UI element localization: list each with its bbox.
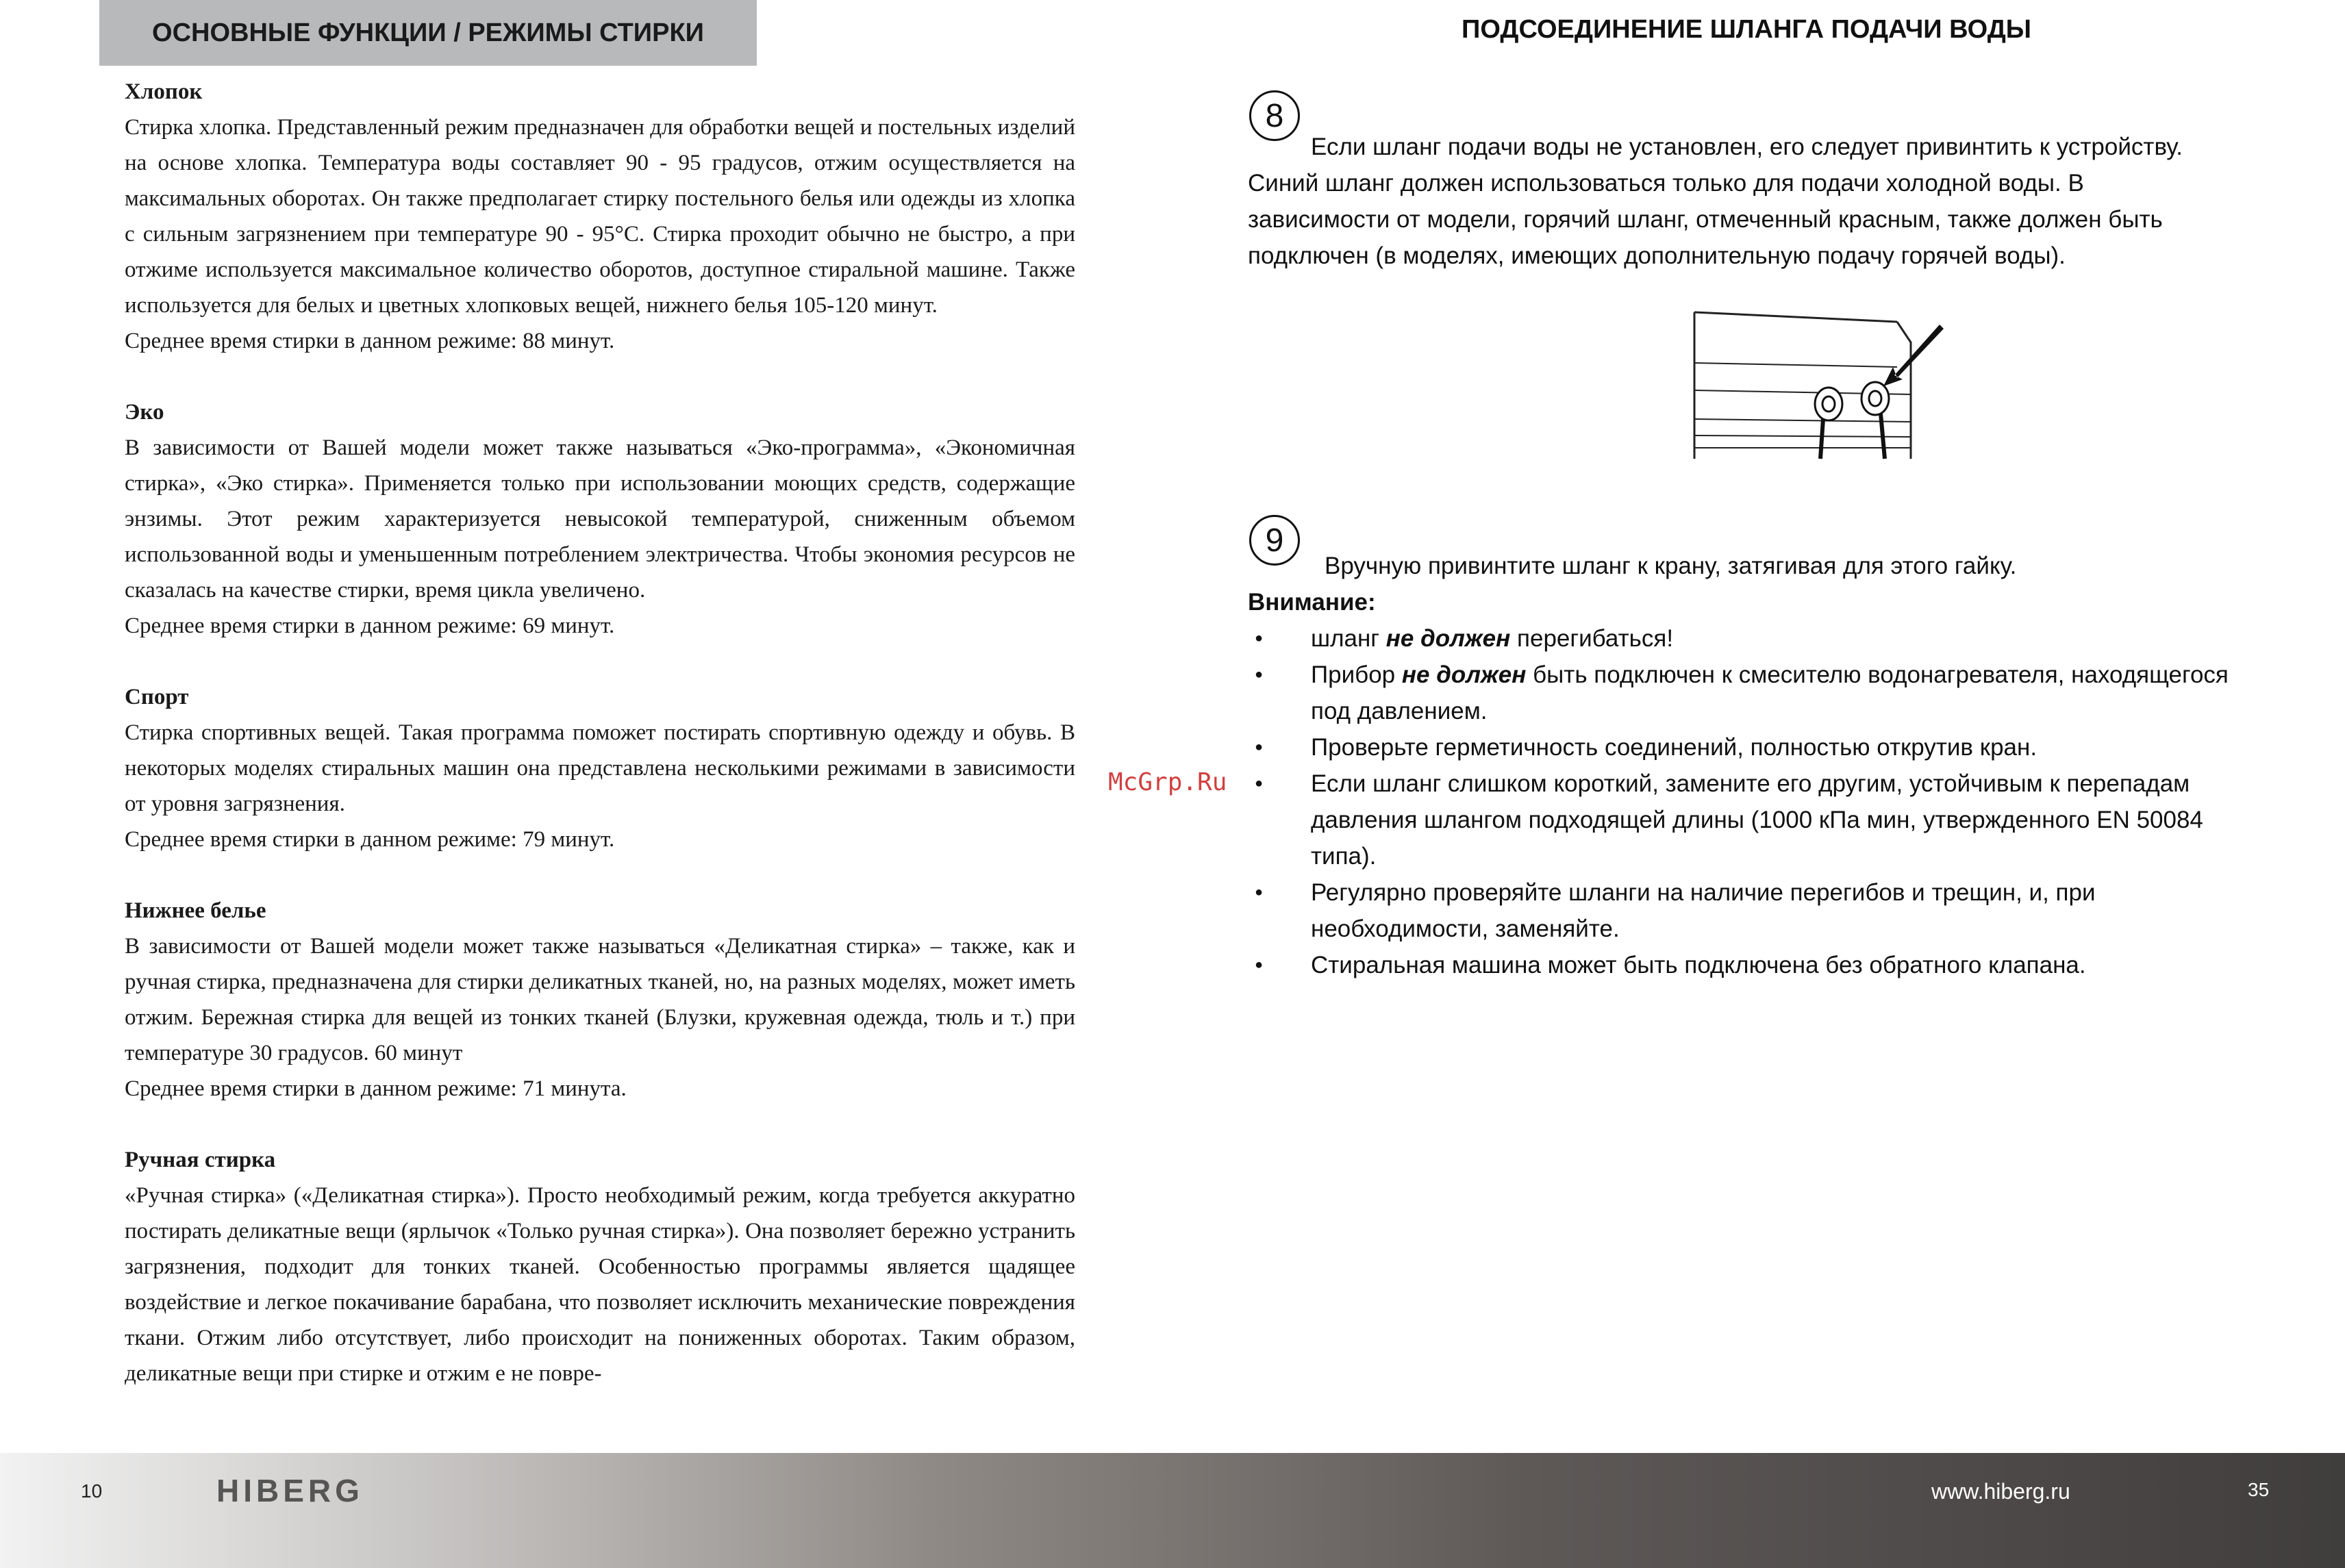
step-8-line: подключен (в моделях, имеющих дополнительную подачу горячей воды). — [1248, 242, 2066, 269]
arrow-icon — [1883, 325, 1944, 386]
mode-average-time: Среднее время стирки в данном режиме: 88 минут. — [125, 329, 615, 353]
warning-item: ● Стиральная машина может быть подключена без обратного клапана. — [1248, 947, 2268, 983]
warning-item: ● Если шланг слишком короткий, замените его другим, устойчивым к перепадам давления шлангом подходящей длины (1000 кПа мин, утвержденного EN 50084 типа). — [1248, 766, 2268, 874]
mode-hand-wash — [125, 1142, 1075, 1391]
mode-cotton — [125, 74, 1075, 359]
step-9-line: Вручную привинтите шланг к крану, затягивая для этого гайку. — [1325, 553, 2017, 579]
attention-label: Внимание: — [1248, 589, 1376, 616]
left-section-header: ОСНОВНЫЕ ФУНКЦИИ / РЕЖИМЫ СТИРКИ — [99, 0, 757, 66]
mode-description: Стирка хлопка. Представленный режим предназначен для обработки вещей и постельных изделий на основе хлопка. Температура воды составляет 90 - 95 градусов, отжим осуществляется на максимальных оборотах. Он также предполагает стирку постельного белья или одежды из хлопка с сильным загрязнением при температуре 90 - 95°С. Стирка проходит обычно не быстро, а при отжиме используется максимальное количество оборотов, доступное стиральной машине. Также используется для белых и цветных хлопковых вещей, нижнего белья 105-120 минут. — [125, 115, 1075, 318]
warning-item: ● Проверьте герметичность соединений, полностью открутив кран. — [1248, 729, 2268, 766]
mode-eco — [125, 394, 1075, 644]
hose-connection-diagram — [1692, 301, 1952, 472]
mode-sport — [125, 679, 1075, 857]
mode-average-time: Среднее время стирки в данном режиме: 69 минут. — [125, 614, 615, 638]
mode-average-time: Среднее время стирки в данном режиме: 71 минута. — [125, 1076, 627, 1101]
warning-item: ● шланг не должен перегибаться! — [1248, 620, 2268, 657]
step-8-number: 8 — [1249, 90, 1300, 141]
website-link[interactable]: www.hiberg.ru — [1931, 1479, 2070, 1504]
step-8-line: Синий шланг должен использоваться только для подачи холодной воды. В — [1248, 170, 2084, 197]
mode-underwear — [125, 893, 1075, 1107]
mode-title: Ручная стирка — [125, 1148, 276, 1172]
mode-title: Спорт — [125, 685, 189, 709]
page-number-left: 10 — [81, 1480, 103, 1502]
footer-bar — [0, 1453, 2345, 1568]
warning-item: ● Прибор не должен быть подключен к смесителю водонагревателя, находящегося под давлением. — [1248, 657, 2268, 729]
step-8-line: зависимости от модели, горячий шланг, отмеченный красным, также должен быть — [1248, 206, 2163, 233]
mode-description: В зависимости от Вашей модели может также называться «Эко-программа», «Экономичная стирка», «Эко стирка». Применяется только при использовании моющих средств, содержащие энзимы. Этот режим характеризуется невысокой температурой, сниженным объемом использованной воды и уменьшенным потреблением электричества. Чтобы экономия ресурсов не сказалась на качестве стирки, время цикла увеличено. — [125, 435, 1075, 603]
step-9-number: 9 — [1249, 515, 1300, 566]
mode-title: Хлопок — [125, 79, 203, 104]
warning-item: ● Регулярно проверяйте шланги на наличие перегибов и трещин, и, при необходимости, заменяйте. — [1248, 874, 2268, 947]
watermark-text: McGrp.Ru — [1108, 768, 1227, 796]
mode-description: «Ручная стирка» («Деликатная стирка»). Просто необходимый режим, когда требуется аккуратно постирать деликатные вещи (ярлычок «Только ручная стирка»). Она позволяет бережно устранить загрязнения, подходит для тонких тканей. Особенностью программы является щадящее воздействие и легкое покачивание барабана, что позволяет исключить механические повреждения ткани. Отжим либо отсутствует, либо происходит на пониженных оборотах. Таким образом, деликатные вещи при стирке и отжим е не повре- — [125, 1183, 1075, 1386]
mode-title: Эко — [125, 400, 164, 425]
warning-list — [1248, 620, 2268, 983]
mode-description: В зависимости от Вашей модели может также называться «Деликатная стирка» – также, как и ручная стирка, предназначена для стирки деликатных тканей, но, на разных моделях, может иметь отжим. Бережная стирка для вещей из тонких тканей (Блузки, кружевная одежда, тюль и т.) при температуре 30 градусов. 60 минут — [125, 934, 1075, 1065]
wash-modes-column — [125, 74, 1075, 1427]
machine-right-edge — [1897, 322, 1911, 459]
page-number-right: 35 — [2248, 1479, 2270, 1500]
right-section-title: ПОДСОЕДИНЕНИЕ ШЛАНГА ПОДАЧИ ВОДЫ — [1462, 15, 2031, 44]
step-8-line: Если шланг подачи воды не установлен, его следует привинтить к устройству. — [1311, 134, 2183, 160]
step-9-text — [1248, 548, 2268, 983]
mode-title: Нижнее белье — [125, 898, 266, 923]
mode-description: Стирка спортивных вещей. Такая программа поможет постирать спортивную одежду и обувь. В некоторых моделях стиральных машин она представлена несколькими режимами в зависимости от уровня загрязнения. — [125, 720, 1075, 816]
step-8-text — [1248, 129, 2268, 274]
machine-top-edge — [1694, 312, 1897, 322]
mode-average-time: Среднее время стирки в данном режиме: 79 минут. — [125, 827, 615, 852]
brand-logo: HIBERG — [216, 1473, 364, 1508]
